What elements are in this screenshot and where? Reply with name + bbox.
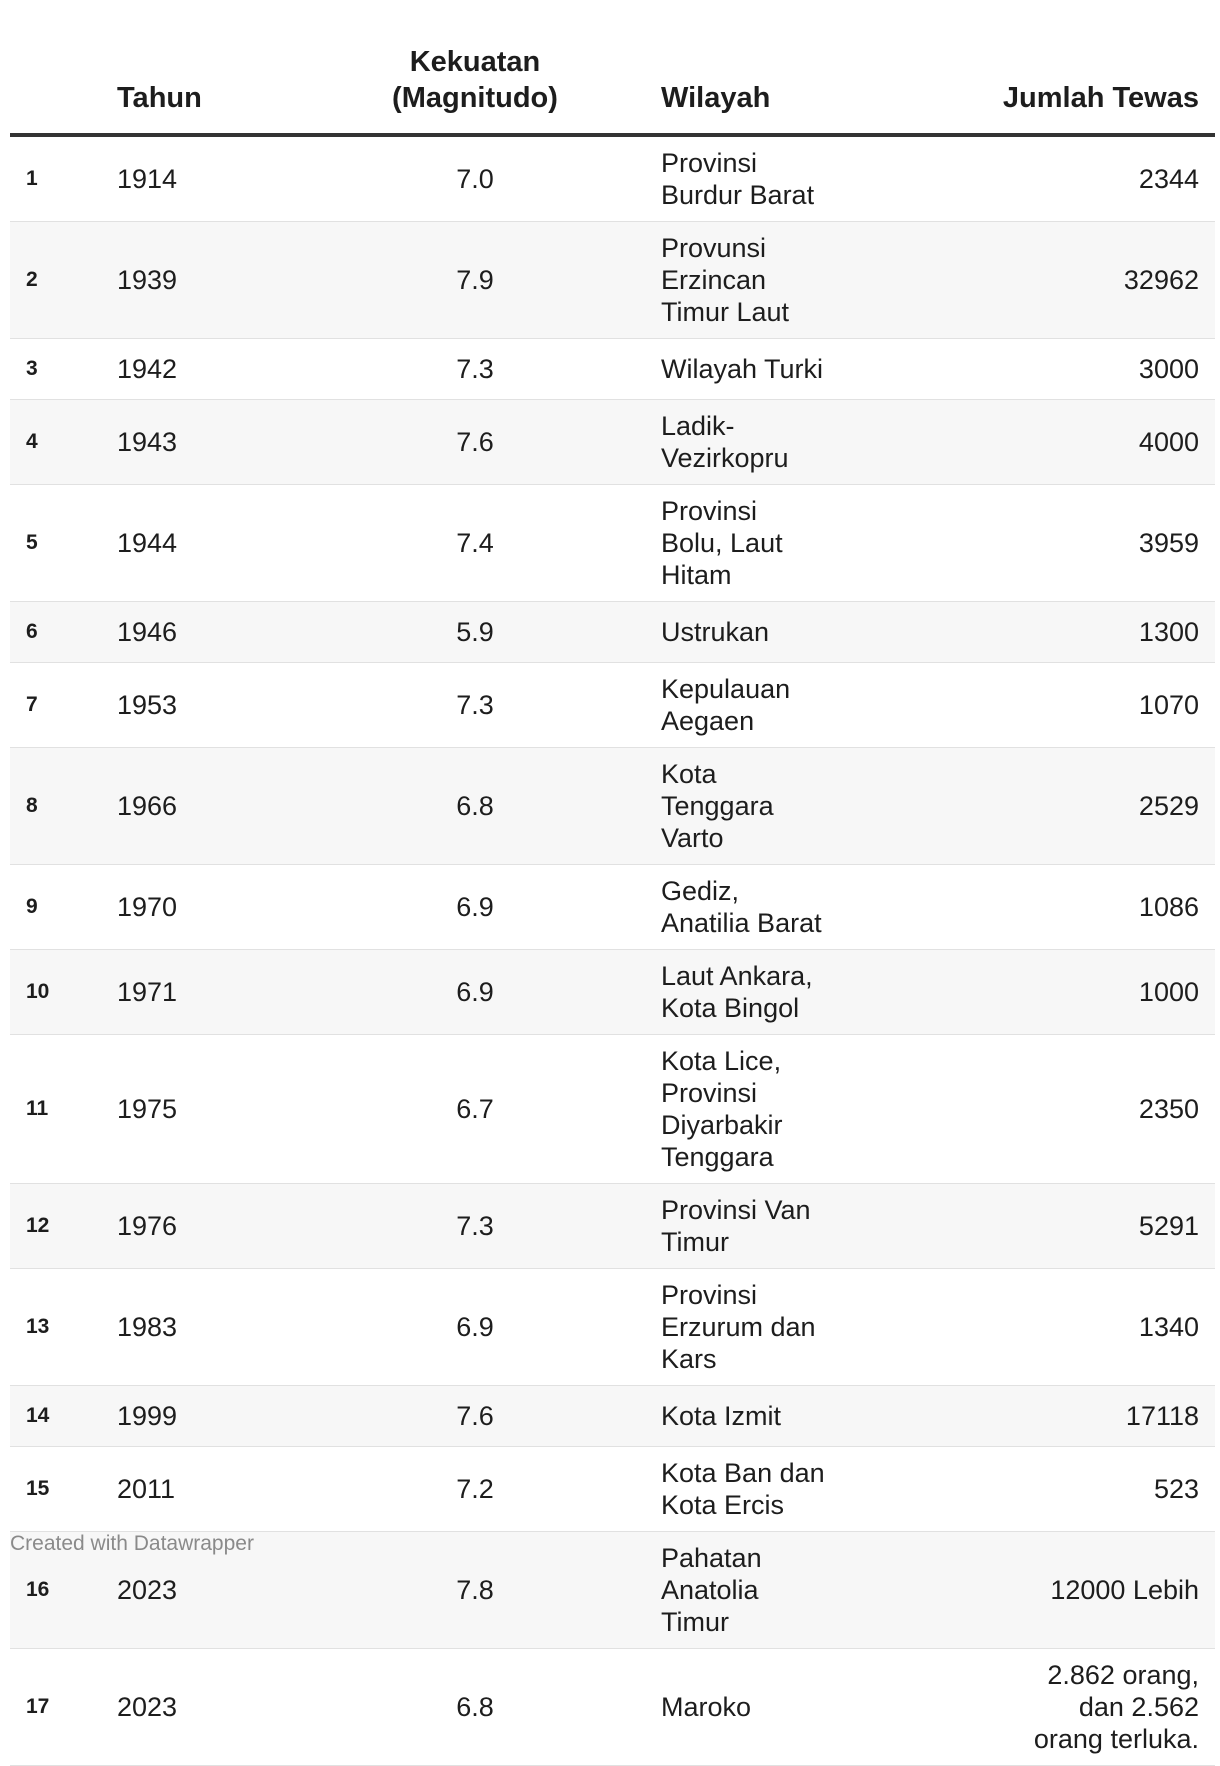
cell-magnitude: 6.7: [365, 1035, 585, 1184]
cell-deaths-text: 12000 Lebih: [1050, 1575, 1199, 1605]
earthquake-table: [10, 0, 1215, 1766]
header-year[interactable]: Tahun: [115, 0, 365, 135]
cell-magnitude: 6.9: [365, 1269, 585, 1386]
cell-region: [585, 1184, 835, 1269]
cell-region: [585, 1447, 835, 1532]
table-row: [10, 602, 1215, 663]
cell-deaths-text: 3000: [1138, 354, 1199, 384]
cell-region: [585, 602, 835, 663]
cell-deaths: [835, 748, 1215, 865]
cell-year: 1914: [115, 135, 365, 222]
cell-deaths: [835, 135, 1215, 222]
cell-region: [585, 1649, 835, 1766]
header-magnitude[interactable]: Kekuatan (Magnitudo): [365, 0, 585, 135]
header-region[interactable]: Wilayah: [585, 0, 835, 135]
cell-deaths: [835, 1035, 1215, 1184]
cell-region-text: Kota Izmit: [661, 1401, 782, 1431]
cell-region-text: Maroko: [661, 1692, 752, 1722]
table-row: [10, 748, 1215, 865]
table-row: [10, 339, 1215, 400]
cell-region-text: Laut Ankara, Kota Bingol: [661, 961, 813, 1023]
cell-rank: 9: [10, 865, 115, 950]
table-row: [10, 1184, 1215, 1269]
cell-year: 1966: [115, 748, 365, 865]
cell-region-text: Provinsi Burdur Barat: [661, 148, 815, 210]
cell-region-text: Kota Tenggara Varto: [661, 759, 774, 853]
cell-deaths: [835, 1532, 1215, 1649]
cell-deaths: [835, 1386, 1215, 1447]
cell-deaths: [835, 1269, 1215, 1386]
cell-magnitude: 7.3: [365, 1184, 585, 1269]
cell-region-text: Kota Ban dan Kota Ercis: [661, 1458, 825, 1520]
cell-deaths: [835, 1447, 1215, 1532]
cell-magnitude: 6.9: [365, 950, 585, 1035]
cell-region-text: Pahatan Anatolia Timur: [661, 1543, 762, 1637]
table-row: [10, 222, 1215, 339]
cell-year: 1939: [115, 222, 365, 339]
table-row: [10, 1447, 1215, 1532]
cell-magnitude: 7.2: [365, 1447, 585, 1532]
cell-rank: 16: [10, 1532, 115, 1649]
cell-magnitude: 7.8: [365, 1532, 585, 1649]
cell-region: [585, 222, 835, 339]
cell-year: 2011: [115, 1447, 365, 1532]
cell-rank: 15: [10, 1447, 115, 1532]
table-row: [10, 135, 1215, 222]
cell-year: 1970: [115, 865, 365, 950]
cell-region: [585, 1532, 835, 1649]
cell-deaths-text: 1340: [1138, 1312, 1199, 1342]
cell-region-text: Ustrukan: [661, 617, 770, 647]
table-row: [10, 950, 1215, 1035]
cell-rank: 1: [10, 135, 115, 222]
cell-region: [585, 1035, 835, 1184]
cell-region: [585, 748, 835, 865]
cell-region: [585, 865, 835, 950]
cell-deaths: [835, 602, 1215, 663]
table-header-row: [10, 0, 1215, 135]
footer-credit[interactable]: Created with Datawrapper: [10, 1532, 254, 1555]
cell-region: [585, 339, 835, 400]
cell-rank: 10: [10, 950, 115, 1035]
cell-rank: 6: [10, 602, 115, 663]
cell-region-text: Provinsi Van Timur: [661, 1195, 811, 1257]
cell-magnitude: 6.8: [365, 1649, 585, 1766]
cell-year: 1971: [115, 950, 365, 1035]
cell-magnitude: 6.9: [365, 865, 585, 950]
cell-region-text: Ladik-Vezirkopru: [661, 411, 789, 473]
cell-rank: 17: [10, 1649, 115, 1766]
cell-deaths-text: 17118: [1125, 1401, 1199, 1431]
table-row: [10, 663, 1215, 748]
cell-rank: 7: [10, 663, 115, 748]
cell-deaths-text: 1000: [1138, 977, 1199, 1007]
cell-year: 1983: [115, 1269, 365, 1386]
table-row: [10, 1035, 1215, 1184]
cell-year: 2023: [115, 1532, 365, 1649]
cell-deaths-text: 2529: [1138, 791, 1199, 821]
cell-deaths: [835, 1184, 1215, 1269]
cell-year: 1944: [115, 485, 365, 602]
cell-deaths: [835, 663, 1215, 748]
table-row: [10, 865, 1215, 950]
cell-rank: 5: [10, 485, 115, 602]
cell-deaths: [835, 1649, 1215, 1766]
cell-year: 1999: [115, 1386, 365, 1447]
cell-deaths-text: 523: [1153, 1474, 1199, 1504]
cell-deaths: [835, 400, 1215, 485]
cell-deaths-text: 2344: [1138, 164, 1199, 194]
cell-region-text: Kepulauan Aegaen: [661, 674, 791, 736]
cell-deaths-text: 2.862 orang, dan 2.562 orang terluka.: [1033, 1660, 1199, 1754]
cell-rank: 12: [10, 1184, 115, 1269]
header-deaths[interactable]: Jumlah Tewas: [835, 0, 1215, 135]
cell-region-text: Gediz, Anatilia Barat: [661, 876, 822, 938]
cell-magnitude: 7.6: [365, 400, 585, 485]
cell-region-text: Wilayah Turki: [661, 354, 824, 384]
cell-deaths-text: 5291: [1138, 1211, 1199, 1241]
cell-deaths-text: 3959: [1138, 528, 1199, 558]
cell-magnitude: 6.8: [365, 748, 585, 865]
cell-region: [585, 1269, 835, 1386]
cell-magnitude: 5.9: [365, 602, 585, 663]
cell-year: 1942: [115, 339, 365, 400]
cell-year: 1975: [115, 1035, 365, 1184]
cell-region-text: Provinsi Erzurum dan Kars: [661, 1280, 816, 1374]
cell-region: [585, 400, 835, 485]
cell-region-text: Provunsi Erzincan Timur Laut: [661, 233, 790, 327]
cell-magnitude: 7.3: [365, 339, 585, 400]
cell-region-text: Provinsi Bolu, Laut Hitam: [661, 496, 783, 590]
table-row: [10, 1649, 1215, 1766]
cell-deaths-text: 4000: [1138, 427, 1199, 457]
cell-rank: 4: [10, 400, 115, 485]
earthquake-table-container: [10, 0, 1215, 1766]
cell-deaths-text: 1086: [1138, 892, 1199, 922]
header-rank[interactable]: [10, 0, 115, 135]
cell-year: 1943: [115, 400, 365, 485]
cell-rank: 14: [10, 1386, 115, 1447]
cell-rank: 11: [10, 1035, 115, 1184]
cell-magnitude: 7.0: [365, 135, 585, 222]
cell-magnitude: 7.9: [365, 222, 585, 339]
cell-deaths-text: 1300: [1138, 617, 1199, 647]
table-body: [10, 135, 1215, 1766]
cell-deaths: [835, 222, 1215, 339]
cell-rank: 2: [10, 222, 115, 339]
cell-deaths-text: 2350: [1138, 1094, 1199, 1124]
cell-deaths: [835, 339, 1215, 400]
cell-region: [585, 950, 835, 1035]
cell-region: [585, 663, 835, 748]
cell-year: 1946: [115, 602, 365, 663]
cell-deaths: [835, 485, 1215, 602]
cell-year: 1953: [115, 663, 365, 748]
cell-rank: 13: [10, 1269, 115, 1386]
cell-year: 2023: [115, 1649, 365, 1766]
cell-magnitude: 7.3: [365, 663, 585, 748]
table-row: [10, 485, 1215, 602]
cell-region-text: Kota Lice, Provinsi Diyarbakir Tenggara: [661, 1046, 783, 1172]
cell-rank: 3: [10, 339, 115, 400]
cell-deaths: [835, 865, 1215, 950]
table-row: [10, 1269, 1215, 1386]
cell-region: [585, 135, 835, 222]
cell-region: [585, 485, 835, 602]
cell-deaths-text: 32962: [1123, 265, 1199, 295]
cell-magnitude: 7.6: [365, 1386, 585, 1447]
cell-magnitude: 7.4: [365, 485, 585, 602]
cell-rank: 8: [10, 748, 115, 865]
cell-region: [585, 1386, 835, 1447]
table-row: [10, 400, 1215, 485]
table-row: [10, 1386, 1215, 1447]
cell-year: 1976: [115, 1184, 365, 1269]
cell-deaths-text: 1070: [1138, 690, 1199, 720]
cell-deaths: [835, 950, 1215, 1035]
